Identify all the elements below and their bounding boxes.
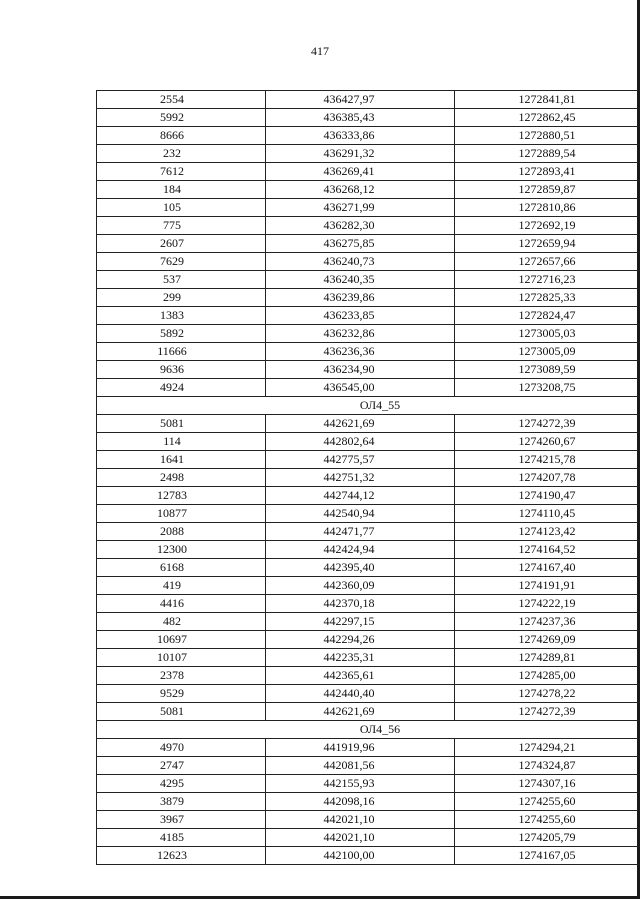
x-coordinate-cell: 436240,73 [266, 253, 455, 271]
table-row [97, 271, 640, 289]
x-coordinate-cell: 442802,64 [266, 433, 455, 451]
y-coordinate-cell: 1272841,81 [455, 91, 640, 109]
y-coordinate-cell: 1274237,36 [455, 613, 640, 631]
y-coordinate-cell: 1272825,33 [455, 289, 640, 307]
point-number-cell: 4416 [97, 595, 266, 613]
point-number-cell: 105 [97, 199, 266, 217]
y-coordinate-cell: 1274167,40 [455, 559, 640, 577]
x-coordinate-cell: 436385,43 [266, 109, 455, 127]
x-coordinate-cell: 436232,86 [266, 325, 455, 343]
table-row [97, 451, 640, 469]
point-number-cell: 184 [97, 181, 266, 199]
table-row [97, 145, 640, 163]
point-number-cell: 12300 [97, 541, 266, 559]
table-row [97, 199, 640, 217]
y-coordinate-cell: 1273208,75 [455, 379, 640, 397]
x-coordinate-cell: 442621,69 [266, 703, 455, 721]
x-coordinate-cell: 442424,94 [266, 541, 455, 559]
x-coordinate-cell: 442360,09 [266, 577, 455, 595]
y-coordinate-cell: 1272880,51 [455, 127, 640, 145]
table-row [97, 379, 640, 397]
table-row [97, 469, 640, 487]
x-coordinate-cell: 441919,96 [266, 739, 455, 757]
x-coordinate-cell: 436545,00 [266, 379, 455, 397]
point-number-cell: 3879 [97, 793, 266, 811]
x-coordinate-cell: 436239,86 [266, 289, 455, 307]
y-coordinate-cell: 1274164,52 [455, 541, 640, 559]
y-coordinate-cell: 1272862,45 [455, 109, 640, 127]
point-number-cell: 10107 [97, 649, 266, 667]
point-number-cell: 4924 [97, 379, 266, 397]
y-coordinate-cell: 1272859,87 [455, 181, 640, 199]
point-number-cell: 11666 [97, 343, 266, 361]
point-number-cell: 232 [97, 145, 266, 163]
point-number-cell: 2088 [97, 523, 266, 541]
y-coordinate-cell: 1272889,54 [455, 145, 640, 163]
y-coordinate-cell: 1272659,94 [455, 235, 640, 253]
x-coordinate-cell: 442621,69 [266, 415, 455, 433]
point-number-cell: 2607 [97, 235, 266, 253]
table-row [97, 541, 640, 559]
point-number-cell: 12623 [97, 847, 266, 865]
table-row [97, 577, 640, 595]
section-title: ОЛ4_55 [97, 397, 640, 415]
point-number-cell: 4185 [97, 829, 266, 847]
point-number-cell: 2747 [97, 757, 266, 775]
x-coordinate-cell: 436333,86 [266, 127, 455, 145]
table-row [97, 361, 640, 379]
point-number-cell: 7612 [97, 163, 266, 181]
x-coordinate-cell: 442235,31 [266, 649, 455, 667]
point-number-cell: 2554 [97, 91, 266, 109]
y-coordinate-cell: 1274123,42 [455, 523, 640, 541]
point-number-cell: 1641 [97, 451, 266, 469]
y-coordinate-cell: 1274255,60 [455, 811, 640, 829]
x-coordinate-cell: 436427,97 [266, 91, 455, 109]
x-coordinate-cell: 442294,26 [266, 631, 455, 649]
table-row [97, 847, 640, 865]
x-coordinate-cell: 436234,90 [266, 361, 455, 379]
y-coordinate-cell: 1274260,67 [455, 433, 640, 451]
y-coordinate-cell: 1272692,19 [455, 217, 640, 235]
table-row [97, 757, 640, 775]
x-coordinate-cell: 436291,32 [266, 145, 455, 163]
y-coordinate-cell: 1274278,22 [455, 685, 640, 703]
x-coordinate-cell: 436240,35 [266, 271, 455, 289]
point-number-cell: 5081 [97, 703, 266, 721]
y-coordinate-cell: 1274269,09 [455, 631, 640, 649]
x-coordinate-cell: 442440,40 [266, 685, 455, 703]
y-coordinate-cell: 1274215,78 [455, 451, 640, 469]
table-row [97, 91, 640, 109]
x-coordinate-cell: 442100,00 [266, 847, 455, 865]
x-coordinate-cell: 442471,77 [266, 523, 455, 541]
page-number: 417 [311, 44, 329, 58]
y-coordinate-cell: 1274190,47 [455, 487, 640, 505]
y-coordinate-cell: 1273005,09 [455, 343, 640, 361]
point-number-cell: 4970 [97, 739, 266, 757]
y-coordinate-cell: 1274307,16 [455, 775, 640, 793]
x-coordinate-cell: 442297,15 [266, 613, 455, 631]
y-coordinate-cell: 1274289,81 [455, 649, 640, 667]
x-coordinate-cell: 442751,32 [266, 469, 455, 487]
point-number-cell: 2378 [97, 667, 266, 685]
table-row [97, 163, 640, 181]
x-coordinate-cell: 436275,85 [266, 235, 455, 253]
y-coordinate-cell: 1274324,87 [455, 757, 640, 775]
table-row [97, 307, 640, 325]
y-coordinate-cell: 1274205,79 [455, 829, 640, 847]
y-coordinate-cell: 1274272,39 [455, 415, 640, 433]
table-row [97, 433, 640, 451]
y-coordinate-cell: 1274272,39 [455, 703, 640, 721]
point-number-cell: 9636 [97, 361, 266, 379]
y-coordinate-cell: 1272716,23 [455, 271, 640, 289]
point-number-cell: 12783 [97, 487, 266, 505]
section-title: ОЛ4_56 [97, 721, 640, 739]
point-number-cell: 5892 [97, 325, 266, 343]
point-number-cell: 9529 [97, 685, 266, 703]
point-number-cell: 8666 [97, 127, 266, 145]
table-row [97, 325, 640, 343]
table-row [97, 127, 640, 145]
table-row [97, 217, 640, 235]
y-coordinate-cell: 1272657,66 [455, 253, 640, 271]
x-coordinate-cell: 442370,18 [266, 595, 455, 613]
table-row [97, 631, 640, 649]
table-row [97, 739, 640, 757]
x-coordinate-cell: 442365,61 [266, 667, 455, 685]
x-coordinate-cell: 436233,85 [266, 307, 455, 325]
table-row [97, 505, 640, 523]
y-coordinate-cell: 1274285,00 [455, 667, 640, 685]
coordinates-table-body [97, 91, 640, 865]
table-row [97, 181, 640, 199]
y-coordinate-cell: 1273005,03 [455, 325, 640, 343]
table-row [97, 559, 640, 577]
table-row [97, 775, 640, 793]
table-row [97, 829, 640, 847]
y-coordinate-cell: 1274167,05 [455, 847, 640, 865]
point-number-cell: 5081 [97, 415, 266, 433]
point-number-cell: 775 [97, 217, 266, 235]
table-row [97, 289, 640, 307]
table-row [97, 685, 640, 703]
table-row [97, 649, 640, 667]
x-coordinate-cell: 436271,99 [266, 199, 455, 217]
x-coordinate-cell: 442021,10 [266, 829, 455, 847]
y-coordinate-cell: 1274191,91 [455, 577, 640, 595]
y-coordinate-cell: 1272893,41 [455, 163, 640, 181]
x-coordinate-cell: 436268,12 [266, 181, 455, 199]
table-row [97, 109, 640, 127]
table-row [97, 793, 640, 811]
section-header-row [97, 721, 640, 739]
point-number-cell: 1383 [97, 307, 266, 325]
table-row [97, 235, 640, 253]
x-coordinate-cell: 442540,94 [266, 505, 455, 523]
table-row [97, 613, 640, 631]
point-number-cell: 537 [97, 271, 266, 289]
table-row [97, 595, 640, 613]
y-coordinate-cell: 1274255,60 [455, 793, 640, 811]
x-coordinate-cell: 436236,36 [266, 343, 455, 361]
y-coordinate-cell: 1274110,45 [455, 505, 640, 523]
point-number-cell: 5992 [97, 109, 266, 127]
table-row [97, 487, 640, 505]
point-number-cell: 10877 [97, 505, 266, 523]
x-coordinate-cell: 436269,41 [266, 163, 455, 181]
y-coordinate-cell: 1272824,47 [455, 307, 640, 325]
x-coordinate-cell: 436282,30 [266, 217, 455, 235]
table-row [97, 667, 640, 685]
point-number-cell: 419 [97, 577, 266, 595]
table-row [97, 253, 640, 271]
y-coordinate-cell: 1274294,21 [455, 739, 640, 757]
x-coordinate-cell: 442395,40 [266, 559, 455, 577]
point-number-cell: 3967 [97, 811, 266, 829]
coordinates-table [96, 90, 640, 865]
y-coordinate-cell: 1273089,59 [455, 361, 640, 379]
table-row [97, 811, 640, 829]
point-number-cell: 7629 [97, 253, 266, 271]
point-number-cell: 2498 [97, 469, 266, 487]
table-row [97, 343, 640, 361]
x-coordinate-cell: 442155,93 [266, 775, 455, 793]
table-row [97, 415, 640, 433]
point-number-cell: 6168 [97, 559, 266, 577]
point-number-cell: 299 [97, 289, 266, 307]
x-coordinate-cell: 442081,56 [266, 757, 455, 775]
x-coordinate-cell: 442098,16 [266, 793, 455, 811]
point-number-cell: 4295 [97, 775, 266, 793]
table-row [97, 703, 640, 721]
y-coordinate-cell: 1274222,19 [455, 595, 640, 613]
x-coordinate-cell: 442021,10 [266, 811, 455, 829]
point-number-cell: 10697 [97, 631, 266, 649]
y-coordinate-cell: 1274207,78 [455, 469, 640, 487]
table-row [97, 523, 640, 541]
x-coordinate-cell: 442775,57 [266, 451, 455, 469]
x-coordinate-cell: 442744,12 [266, 487, 455, 505]
y-coordinate-cell: 1272810,86 [455, 199, 640, 217]
section-header-row [97, 397, 640, 415]
point-number-cell: 114 [97, 433, 266, 451]
point-number-cell: 482 [97, 613, 266, 631]
